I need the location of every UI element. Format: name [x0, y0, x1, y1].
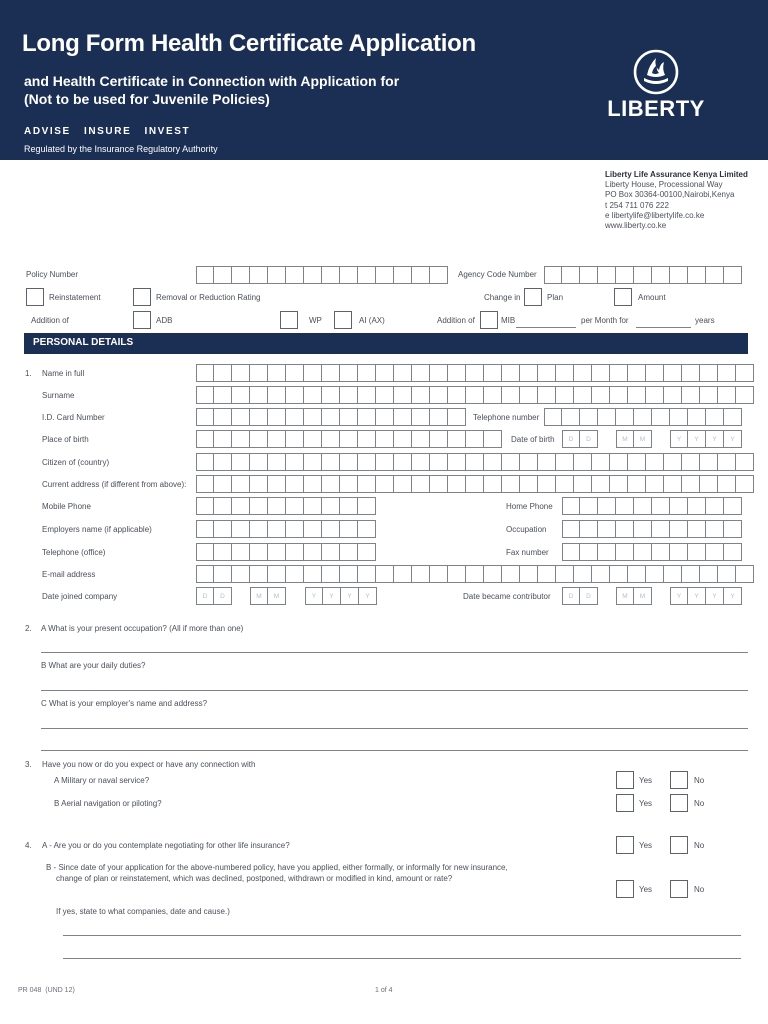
employers-name-label: Employers name (if applicable) — [42, 525, 152, 534]
surname-field[interactable] — [196, 386, 754, 404]
section-personal-details: PERSONAL DETAILS — [24, 333, 748, 354]
q2a-text: A What is your present occupation? (All if more than one) — [41, 624, 244, 633]
current-address-label: Current address (if different from above): — [42, 480, 187, 489]
address-web: www.liberty.co.ke — [605, 221, 667, 231]
q2b-text: B What are your daily duties? — [41, 661, 146, 670]
occupation-label: Occupation — [506, 525, 547, 534]
telephone-number-label: Telephone number — [473, 413, 540, 422]
date-joined-label: Date joined company — [42, 592, 118, 601]
dob-d2: D — [580, 430, 598, 448]
page-number: 1 of 4 — [375, 987, 393, 994]
telephone-office-field[interactable] — [196, 543, 376, 561]
dob-y2: Y — [688, 430, 706, 448]
address-line-1: Liberty House, Processional Way — [605, 180, 723, 190]
name-in-full-label: Name in full — [42, 369, 85, 378]
telephone-office-label: Telephone (office) — [42, 548, 106, 557]
q2c-answer-line-1[interactable] — [41, 728, 748, 729]
q2-number: 2. — [25, 624, 32, 633]
dj-y1: Y — [305, 587, 323, 605]
change-in-label: Change in — [484, 293, 521, 302]
email-address-field[interactable] — [196, 565, 754, 583]
subtitle-line-1: and Health Certificate in Connection with Application for — [24, 73, 400, 89]
q4b-text-line-1: B - Since date of your application for the above-numbered policy, have you applied, either formally, or informally for new insurance, — [46, 863, 508, 872]
mobile-phone-label: Mobile Phone — [42, 502, 91, 511]
current-address-field[interactable] — [196, 475, 754, 493]
fax-number-label: Fax number — [506, 548, 549, 557]
fax-number-field[interactable] — [562, 543, 742, 561]
surname-label: Surname — [42, 391, 75, 400]
date-of-birth-month[interactable] — [616, 430, 652, 448]
q2a-answer-line[interactable] — [41, 652, 748, 653]
dc-m2: M — [634, 587, 652, 605]
date-contributor-day[interactable] — [562, 587, 598, 605]
telephone-number-field[interactable] — [544, 408, 742, 426]
q4b-no-checkbox[interactable] — [670, 880, 688, 898]
occupation-field[interactable] — [562, 520, 742, 538]
company-address — [605, 170, 748, 231]
date-of-birth-day[interactable] — [562, 430, 598, 448]
q3b-yes-label: Yes — [639, 799, 653, 808]
per-month-label: per Month for — [581, 316, 629, 325]
mib-label: MIB — [501, 316, 516, 325]
dj-y4: Y — [359, 587, 377, 605]
place-of-birth-label: Place of birth — [42, 435, 89, 444]
dob-d1: D — [562, 430, 580, 448]
reinstatement-label: Reinstatement — [49, 293, 101, 302]
q4-number: 4. — [25, 841, 32, 850]
address-phone: t 254 711 076 222 — [605, 200, 669, 210]
plan-label: Plan — [547, 293, 564, 302]
ai-ax-label: AI (AX) — [359, 316, 385, 325]
dob-m2: M — [634, 430, 652, 448]
form-title: Long Form Health Certificate Application — [22, 30, 476, 57]
q3a-no-label: No — [694, 776, 705, 785]
q4b-yes-checkbox[interactable] — [616, 880, 634, 898]
q4b-yes-label: Yes — [639, 885, 653, 894]
dc-d2: D — [580, 587, 598, 605]
removal-checkbox[interactable] — [133, 288, 151, 306]
dc-y3: Y — [706, 587, 724, 605]
removal-label: Removal or Reduction Rating — [156, 293, 261, 302]
q3-text: Have you now or do you expect or have any connection with — [42, 760, 256, 769]
dj-d2: D — [214, 587, 232, 605]
q4b-no-label: No — [694, 885, 705, 894]
q3b-no-label: No — [694, 799, 705, 808]
citizen-field[interactable] — [196, 453, 754, 471]
dc-y1: Y — [670, 587, 688, 605]
q4a-no-label: No — [694, 841, 705, 850]
email-address-label: E-mail address — [42, 570, 96, 579]
amount-label: Amount — [638, 293, 666, 302]
addition-of-2-label: Addition of — [437, 316, 475, 325]
plan-checkbox[interactable] — [524, 288, 542, 306]
policy-number-label: Policy Number — [26, 270, 79, 279]
date-contributor-label: Date became contributor — [463, 592, 551, 601]
agency-code-label: Agency Code Number — [458, 270, 537, 279]
ai-ax-checkbox[interactable] — [334, 311, 352, 329]
q3a-yes-label: Yes — [639, 776, 653, 785]
q1-number: 1. — [25, 369, 32, 378]
q2b-answer-line[interactable] — [41, 690, 748, 691]
date-of-birth-label: Date of birth — [511, 435, 555, 444]
mib-amount-line[interactable] — [516, 327, 576, 328]
dj-m2: M — [268, 587, 286, 605]
subtitle-line-2: (Not to be used for Juvenile Policies) — [24, 91, 270, 107]
home-phone-field[interactable] — [562, 497, 742, 515]
q4-if-yes-text: If yes, state to what companies, date and cause.) — [56, 907, 230, 916]
dob-m1: M — [616, 430, 634, 448]
dob-y1: Y — [670, 430, 688, 448]
q3b-text: B Aerial navigation or piloting? — [54, 799, 162, 808]
q2c-answer-line-2[interactable] — [41, 750, 748, 751]
years-label: years — [695, 316, 715, 325]
address-email: e libertylife@libertylife.co.ke — [605, 210, 705, 220]
q3b-no-checkbox[interactable] — [670, 794, 688, 812]
dc-d1: D — [562, 587, 580, 605]
id-card-label: I.D. Card Number — [42, 413, 105, 422]
form-code: PR 048 (UND 12) — [18, 987, 75, 994]
header-banner — [0, 0, 768, 160]
dj-y3: Y — [341, 587, 359, 605]
q3a-text: A Military or naval service? — [54, 776, 150, 785]
agency-code-field[interactable] — [544, 266, 742, 284]
q4a-yes-label: Yes — [639, 841, 653, 850]
dc-y2: Y — [688, 587, 706, 605]
q3a-no-checkbox[interactable] — [670, 771, 688, 789]
adb-checkbox[interactable] — [133, 311, 151, 329]
q2c-text: C What is your employer's name and address? — [41, 699, 208, 708]
q4-answer-line-1[interactable] — [63, 935, 741, 936]
wp-label: WP — [309, 316, 322, 325]
regulator-note: Regulated by the Insurance Regulatory Authority — [24, 144, 218, 154]
wp-checkbox[interactable] — [280, 311, 298, 329]
q3a-yes-checkbox[interactable] — [616, 771, 634, 789]
years-line[interactable] — [636, 327, 691, 328]
q4b-text-line-2: change of plan or reinstatement, which was declined, postponed, withdrawn or modified in kind, amount or rate? — [56, 874, 453, 883]
addition-of-label: Addition of — [31, 316, 69, 325]
logo-text: LIBERTY — [607, 96, 705, 121]
date-contributor-year[interactable] — [670, 587, 742, 605]
date-joined-month[interactable] — [250, 587, 286, 605]
reinstatement-checkbox[interactable] — [26, 288, 44, 306]
mib-checkbox[interactable] — [480, 311, 498, 329]
date-contributor-month[interactable] — [616, 587, 652, 605]
dc-m1: M — [616, 587, 634, 605]
amount-checkbox[interactable] — [614, 288, 632, 306]
q4a-yes-checkbox[interactable] — [616, 836, 634, 854]
home-phone-label: Home Phone — [506, 502, 553, 511]
q3b-yes-checkbox[interactable] — [616, 794, 634, 812]
company-name: Liberty Life Assurance Kenya Limited — [605, 170, 748, 179]
dob-y3: Y — [706, 430, 724, 448]
date-of-birth-year[interactable] — [670, 430, 742, 448]
date-joined-day[interactable] — [196, 587, 232, 605]
adb-label: ADB — [156, 316, 173, 325]
q3-number: 3. — [25, 760, 32, 769]
policy-number-field[interactable] — [196, 266, 448, 284]
q4a-no-checkbox[interactable] — [670, 836, 688, 854]
date-joined-year[interactable] — [305, 587, 377, 605]
id-card-field[interactable] — [196, 408, 466, 426]
place-of-birth-field[interactable] — [196, 430, 502, 448]
q4a-text: A - Are you or do you contemplate negotiating for other life insurance? — [42, 841, 290, 850]
dj-m1: M — [250, 587, 268, 605]
dj-d1: D — [196, 587, 214, 605]
dc-y4: Y — [724, 587, 742, 605]
citizen-label: Citizen of (country) — [42, 458, 110, 467]
dob-y4: Y — [724, 430, 742, 448]
address-line-2: PO Box 30364-00100,Nairobi,Kenya — [605, 190, 735, 200]
q4-answer-line-2[interactable] — [63, 958, 741, 959]
tagline: ADVISE INSURE INVEST — [24, 126, 191, 137]
form-subtitle — [24, 72, 399, 108]
flame-icon — [632, 48, 680, 96]
name-in-full-field[interactable] — [196, 364, 754, 382]
employers-name-field[interactable] — [196, 520, 376, 538]
mobile-phone-field[interactable] — [196, 497, 376, 515]
dj-y2: Y — [323, 587, 341, 605]
